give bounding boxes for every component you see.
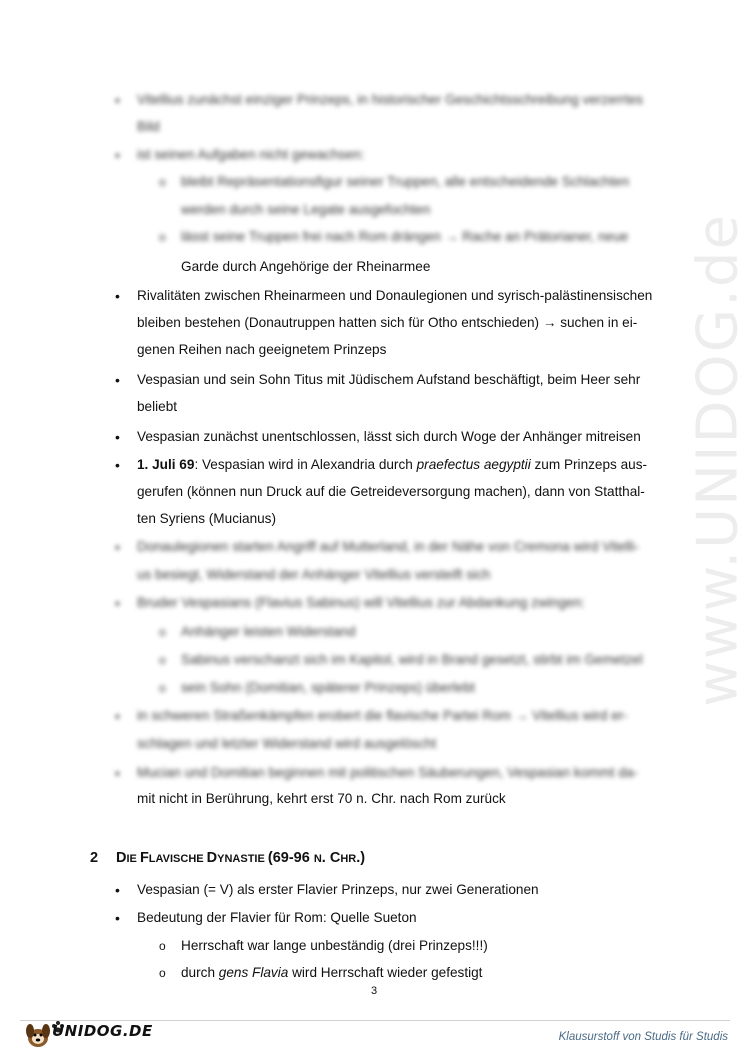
- bullet-symbol: •: [115, 882, 120, 898]
- sub-bullet-text: Herrschaft war lange unbeständig (drei Prinzeps!!!): [181, 938, 488, 953]
- section-number: 2: [90, 850, 99, 866]
- blurred-text-line: Anhänger leisten Widerstand: [181, 623, 356, 639]
- blurred-text-line: lässt seine Truppen frei nach Rom drängen → Rache an Prätorianer, neue: [181, 229, 629, 244]
- july-date: 1. Juli 69: [137, 457, 195, 472]
- bullet-symbol: •: [115, 288, 120, 304]
- blurred-text-line: Mucian und Domitian beginnen mit politischen Säuberungen, Vespasian kommt da-: [137, 764, 638, 780]
- july-line-2: gerufen (können nun Druck auf die Getreideversorgung machen), dann von Statthal-: [137, 484, 645, 499]
- blurred-text-line: us besiegt, Widerstand der Anhänger Vitellius versteift sich: [137, 567, 491, 583]
- bullet-symbol: •: [115, 92, 120, 108]
- heading-part: D: [116, 850, 127, 866]
- sub-text-b: wird Herrschaft wieder gefestigt: [288, 965, 483, 980]
- section-heading: [90, 850, 365, 866]
- heading-part: YNASTIE: [217, 853, 268, 865]
- page-number: 3: [371, 985, 378, 997]
- footer-tagline: Klausurstoff von Studis für Studis: [558, 1031, 728, 1043]
- bullet-symbol: •: [115, 429, 120, 445]
- heading-part: .): [356, 850, 366, 866]
- sub-bullet-text: [181, 964, 482, 982]
- sub-bullet-symbol: o: [159, 652, 166, 667]
- heading-part: .: [321, 850, 330, 866]
- section-bullet-text: Bedeutung der Flavier für Rom: Quelle Sueton: [137, 910, 417, 925]
- blurred-text-line: ist seinen Aufgaben nicht gewachsen:: [137, 146, 365, 162]
- heading-part: IE: [126, 853, 140, 865]
- heading-part: F: [139, 850, 149, 866]
- july-text-a: : Vespasian wird in Alexandria durch: [194, 457, 417, 472]
- sub-bullet-symbol: o: [159, 681, 166, 695]
- bullet-symbol: •: [115, 595, 120, 612]
- sub-bullet-symbol: o: [159, 966, 166, 980]
- bullet-text-line: Rivalitäten zwischen Rheinarmeen und Donaulegionen und syrisch-palästinensischen: [137, 288, 653, 303]
- blurred-text-line: schlagen und letzter Widerstand wird ausgelöscht: [137, 736, 437, 752]
- heading-part: LAVISCHE: [148, 853, 207, 865]
- watermark: www.UNIDOG.de: [685, 213, 750, 707]
- bullet-symbol: •: [115, 457, 120, 473]
- sub-bullet-symbol: o: [159, 230, 166, 244]
- blurred-text-line: Sabinus verschanzt sich im Kapitol, wird in Brand gesetzt, stirbt im Gemetzel: [181, 651, 643, 667]
- blurred-text-line: bleibt Repräsentationsfigur seiner Truppen, alle entscheidende Schlachten: [181, 174, 630, 190]
- bullet-symbol: •: [115, 539, 120, 555]
- heading-part: N: [313, 853, 322, 865]
- bullet-symbol: •: [115, 146, 120, 163]
- blurred-text-line: in schweren Straßenkämpfen erobert die flavische Partei Rom → Vitellius wird er-: [137, 708, 628, 724]
- intro-tail-line: Garde durch Angehörige der Rheinarmee: [181, 259, 431, 274]
- heading-part: C: [329, 850, 341, 866]
- blurred-text-line: Vitellius zunächst einziger Prinzeps, in historischer Geschichtsschreibung verzerrtes: [137, 92, 643, 107]
- bullet-symbol: •: [115, 372, 120, 388]
- july-italic: praefectus aegyptii: [416, 457, 531, 472]
- bullet-text-line: Vespasian zunächst unentschlossen, lässt sich durch Woge der Anhänger mitreisen: [137, 429, 641, 444]
- heading-part: (69-96: [267, 850, 314, 866]
- blurred-text-line: Donaulegionen starten Angriff auf Mutterland, in der Nähe von Cremona wird Vitelli-: [137, 539, 639, 554]
- july-line-1: [137, 456, 647, 474]
- sub-bullet-symbol: o: [159, 175, 166, 190]
- heading-part: HR: [340, 853, 357, 865]
- blurred-text-line: werden durch seine Legate ausgefochten: [181, 201, 431, 217]
- blurred-text-line: Bild: [137, 119, 160, 135]
- bullet-symbol: •: [115, 764, 120, 781]
- sub-italic: gens Flavia: [218, 965, 289, 980]
- blurred-text-line: Bruder Vespasians (Flavius Sabinus) will Vitellius zur Abdankung zwingen:: [137, 595, 585, 611]
- bullet-text-line: beliebt: [137, 399, 178, 414]
- section-bullet-text: Vespasian (= V) als erster Flavier Prinzeps, nur zwei Generationen: [137, 882, 539, 897]
- heading-part: D: [206, 850, 218, 866]
- bullet-text-line: genen Reihen nach geeignetem Prinzeps: [137, 342, 387, 357]
- sub-bullet-symbol: o: [159, 939, 166, 953]
- bullet-text-line: bleiben bestehen (Donautruppen hatten sich für Otho entschieden) → suchen in ei-: [137, 315, 638, 330]
- bullet-text-line: Vespasian und sein Sohn Titus mit Jüdischem Aufstand beschäftigt, beim Heer sehr: [137, 372, 641, 387]
- july-text-b: zum Prinzeps aus-: [530, 457, 648, 472]
- sub-bullet-symbol: o: [159, 624, 166, 639]
- blurred-text-line: sein Sohn (Domitian, späterer Prinzeps) überlebt: [181, 680, 475, 695]
- bullet-symbol: •: [115, 910, 120, 926]
- july-line-3: ten Syriens (Mucianus): [137, 511, 277, 526]
- bullet-symbol: •: [115, 708, 120, 725]
- middle-tail-line: mit nicht in Berührung, kehrt erst 70 n. Chr. nach Rom zurück: [137, 791, 506, 806]
- logo-text: UNIDOG.DE: [52, 1022, 153, 1040]
- sub-text-a: durch: [181, 965, 219, 980]
